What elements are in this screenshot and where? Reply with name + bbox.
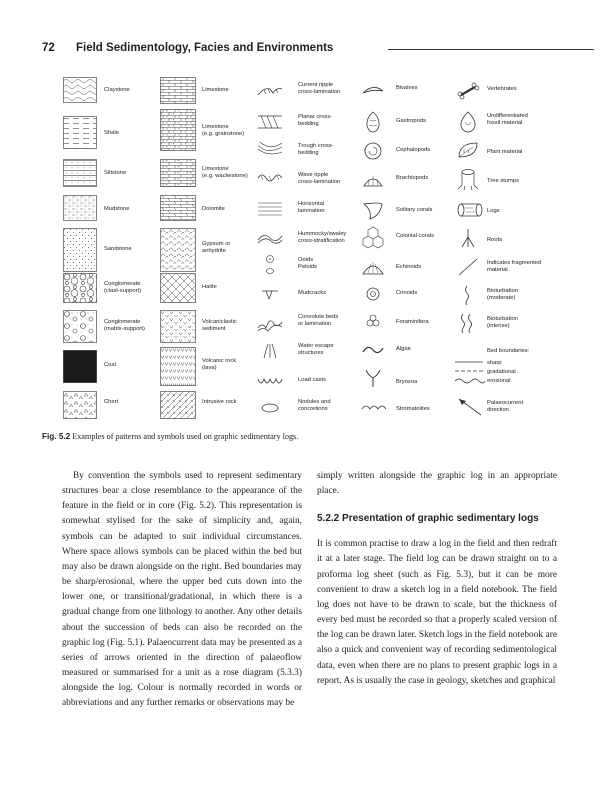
roots-icon <box>455 227 481 251</box>
claystone-pattern <box>63 77 97 103</box>
conglomerate-clast-pattern <box>63 273 97 303</box>
wave-ripple-label: Wave ripple cross-lamination <box>298 172 341 186</box>
logs-label: Logs <box>487 208 500 214</box>
dolomite-label: Dolomite <box>202 206 225 212</box>
body-paragraph: It is common practise to draw a log in the field and then redraft it at a later stage. The field log can be drawn straight on to a proforma log sheet (such as Fig. 5.3), but it can be more convenient to draw a sketch log in a field notebook. The field log does not have to be drawn to scale, but the thickness of every bed must be recorded so that a properly scaled version of the log can be drawn later. Sketch logs in the field notebook are also a quick and convenient way of recording sedimentological data, even when there are no plans to present graphic logs in a report. As is usually the case in geology, sketches and graphical <box>317 539 557 686</box>
coal-label: Coal <box>104 362 116 368</box>
current-ripple-icon <box>256 81 284 101</box>
limestone-pattern <box>160 77 196 104</box>
cephalopods-label: Cephalopods <box>396 147 431 153</box>
shale-label: Shale <box>104 130 119 136</box>
limestone-wackestone-label: Limestone (e.g. wackestone) <box>202 166 248 180</box>
colonial-corals-label: Colonial corals <box>396 233 435 239</box>
colonial-coral-icon <box>360 225 386 255</box>
sandstone-pattern <box>63 228 97 272</box>
stromatolite-icon <box>360 397 386 417</box>
roots-label: Roots <box>487 237 503 243</box>
plant-material-label: Plant material <box>487 149 523 155</box>
undifferentiated-fossil-label: Undifferentiated fossil material <box>487 113 528 127</box>
convolute-icon <box>256 312 284 334</box>
header-rule <box>388 49 594 50</box>
palaeocurrent-arrow-icon <box>455 395 483 419</box>
halite-pattern <box>160 273 196 303</box>
bivalve-icon <box>360 81 386 101</box>
palaeocurrent-label: Palaeocurrent direction <box>487 400 524 414</box>
foraminifera-label: Foraminifera <box>396 319 429 325</box>
running-header <box>42 42 582 58</box>
body-paragraph: simply written alongside the graphic log in an appropriate place. <box>317 471 557 497</box>
mudcracks-label: Mudcracks <box>298 290 327 296</box>
sharp-label: sharp <box>487 360 502 366</box>
bed-boundaries-title: Bed boundaries: <box>487 348 530 354</box>
solitary-coral-icon <box>360 200 386 222</box>
body-paragraph: By convention the symbols used to represent sedimentary structures bear a close resemblance to the appearance of the feature in the field or in core (Fig. 5.2). This representation is somewhat stylised for the sake of simplicity and, again, symbols can be adapted to suit individual circumstances. Where space allows symbols can be placed within the bed but may also be drawn alongside on the right. Bed boundaries may be sharp/erosional, where the upper bed cuts down into the lower one, or transitional/gradational, in which there is a gradual change from one lithology to another. Any other details about the succession of beds can also be recorded on the graphic log (Fig. 5.1). Palaeocurrent data may be presented as a series of arrows oriented in the direction of palaeoflow measured or summarised for a unit as a rose diagram (5.3.3) alongside the log. Colour is normally recorded in words or abbreviations and any further remarks or observations may be <box>62 471 302 709</box>
claystone-label: Claystone <box>104 87 130 93</box>
undifferentiated-fossil-icon <box>455 110 481 134</box>
caption-text: Examples of patterns and symbols used on graphic sedimentary logs. <box>70 432 299 441</box>
bryozoa-label: Bryozoa <box>396 379 418 385</box>
chert-label: Chert <box>104 399 119 405</box>
limestone-wackestone-pattern <box>160 159 196 187</box>
erosional-label: erosional <box>487 378 511 384</box>
load-casts-label: Load casts <box>298 377 327 383</box>
planar-cross-bedding-icon <box>256 112 284 132</box>
bed-boundary-lines <box>455 359 485 391</box>
volcanic-rock-label: Volcanic rock (lava) <box>202 358 237 372</box>
hummocky-icon <box>256 228 284 248</box>
horizontal-lamination-label: Horizontal lamination <box>298 201 325 215</box>
tree-stumps-label: Tree stumps <box>487 178 519 184</box>
mudstone-pattern <box>63 195 97 221</box>
ooids-icon <box>256 253 284 277</box>
bivalves-label: Bivalves <box>396 85 418 91</box>
horizontal-lamination-icon <box>256 199 284 219</box>
cephalopod-icon <box>360 139 386 163</box>
crinoid-icon <box>360 283 386 305</box>
siltstone-label: Siltstone <box>104 170 127 176</box>
gastropod-icon <box>360 110 386 134</box>
intrusive-rock-pattern <box>160 391 196 419</box>
gradational-label: gradational <box>487 369 516 375</box>
mudstone-label: Mudstone <box>104 206 130 212</box>
nodule-icon <box>256 399 284 419</box>
hummocky-label: Hummocky/swaley cross-stratification <box>298 231 347 245</box>
bioturbation-intense-icon <box>455 311 481 335</box>
planar-cross-label: Planar cross- bedding <box>298 114 333 128</box>
page-number: 72 <box>42 42 55 54</box>
intrusive-rock-label: Intrusive rock <box>202 399 237 405</box>
bryozoa-icon <box>360 367 386 389</box>
wave-ripple-icon <box>256 168 284 188</box>
conglomerate-matrix-pattern <box>63 310 97 343</box>
trough-cross-label: Trough cross- bedding <box>298 143 334 157</box>
limestone-label: Limestone <box>202 87 229 93</box>
body-column-right <box>317 469 557 689</box>
figure-5-2 <box>42 75 582 425</box>
caption-label: Fig. 5.2 <box>42 432 71 441</box>
fragment-line-icon <box>455 255 481 279</box>
gypsum-pattern <box>160 228 196 272</box>
section-heading: 5.2.2 Presentation of graphic sedimentary logs <box>317 513 539 525</box>
ooids-label: Ooids Peloids <box>298 257 318 271</box>
crinoids-label: Crinoids <box>396 290 418 296</box>
volcanic-rock-pattern <box>160 347 196 386</box>
fragmented-material-label: Indicates fragmented material <box>487 260 542 274</box>
load-casts-icon <box>256 371 284 391</box>
algae-icon <box>360 340 386 360</box>
water-escape-label: Water escape structures <box>298 343 334 357</box>
foraminifera-icon <box>360 311 386 331</box>
bioturbation-intense-label: Bioturbation (intense) <box>487 316 518 330</box>
mudcracks-icon <box>256 285 284 305</box>
trough-cross-bedding-icon <box>256 139 284 159</box>
shale-pattern <box>63 116 97 149</box>
leaf-icon <box>455 139 481 161</box>
convolute-label: Convolute beds or lamination <box>298 314 339 328</box>
erosional-boundary-line <box>455 379 485 383</box>
water-escape-icon <box>256 340 284 362</box>
limestone-grainstone-label: Limestone (e.g. grainstone) <box>202 124 245 138</box>
gastropods-label: Gastropods <box>396 118 426 124</box>
tree-stump-icon <box>455 167 481 193</box>
halite-label: Halite <box>202 284 217 290</box>
brachiopods-label: Brachiopods <box>396 175 429 181</box>
echinoids-label: Echinoids <box>396 264 422 270</box>
figure-caption <box>42 432 582 441</box>
running-title: Field Sedimentology, Facies and Environments <box>76 42 334 54</box>
echinoid-icon <box>360 258 386 278</box>
conglomerate-matrix-label: Conglomerate (matrix-support) <box>104 319 145 333</box>
algae-label: Algae <box>396 346 411 352</box>
volcaniclastic-pattern <box>160 310 196 343</box>
sandstone-label: Sandstone <box>104 246 132 252</box>
gypsum-label: Gypsum or anhydrite <box>202 241 231 255</box>
bone-icon <box>455 81 481 101</box>
siltstone-pattern <box>63 159 97 187</box>
chert-pattern <box>63 391 97 419</box>
vertebrates-label: Vertebrates <box>487 86 517 92</box>
bioturbation-moderate-icon <box>455 283 481 307</box>
log-icon <box>455 200 485 220</box>
bioturbation-moderate-label: Bioturbation (moderate) <box>487 288 518 302</box>
dolomite-pattern <box>160 195 196 221</box>
stromatolites-label: Stromatolites <box>396 406 430 412</box>
brachiopod-icon <box>360 170 386 192</box>
body-column-left <box>62 469 302 712</box>
current-ripple-label: Current ripple cross-lamination <box>298 82 341 96</box>
solitary-corals-label: Solitary corals <box>396 207 433 213</box>
volcaniclastic-label: Volcaniclastic sediment <box>202 319 237 333</box>
nodules-label: Nodules and concretions <box>298 399 331 413</box>
coal-pattern <box>63 350 97 383</box>
conglomerate-clast-label: Conglomerate (clast-support) <box>104 281 142 295</box>
limestone-grainstone-pattern <box>160 109 196 151</box>
